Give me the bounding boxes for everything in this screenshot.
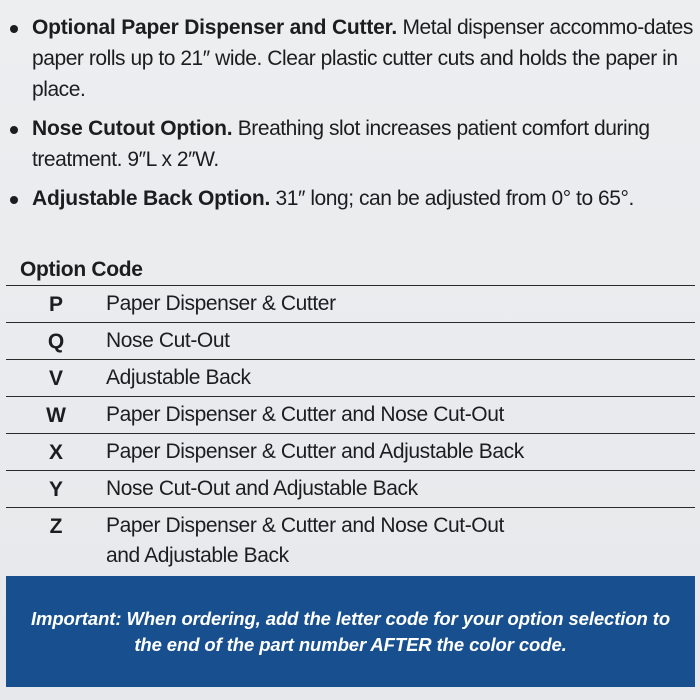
option-code: V [48,367,63,390]
important-note-text: Important: When ordering, add the letter code for your option selection to the end of the part number AFTER the color code. [30,608,671,655]
feature-item-adjustable-back [0,183,700,214]
feature-item-paper-dispenser [0,12,700,105]
table-row [6,507,695,573]
option-code: Y [48,478,63,501]
option-description: Paper Dispenser & Cutter and Nose Cut-Out and Adjustable Back [106,514,504,567]
option-code-table [6,252,695,573]
option-code: Q [47,330,65,353]
option-code: P [48,293,63,316]
table-row [6,285,695,322]
table-row [6,470,695,507]
feature-title: Adjustable Back Option. [32,187,271,210]
option-description: Adjustable Back [106,366,251,389]
bullet-icon [10,196,18,204]
table-row [6,433,695,470]
option-code: X [48,441,63,464]
option-description: Paper Dispenser & Cutter and Nose Cut-Out [106,403,504,426]
feature-text: 31″ long; can be adjusted from 0° to 65°. [275,187,634,210]
option-description: Paper Dispenser & Cutter [106,292,336,315]
option-code: Z [49,515,63,538]
feature-item-nose-cutout [0,113,700,175]
feature-list [0,12,700,222]
option-code: W [46,404,66,427]
table-row [6,322,695,359]
feature-text: Breathing slot increases patient comfort during treatment. 9″L x 2″W. [32,117,650,171]
feature-title: Nose Cutout Option. [32,117,233,140]
table-row [6,396,695,433]
option-description: Paper Dispenser & Cutter and Adjustable Back [106,440,524,463]
table-row [6,359,695,396]
option-description: Nose Cut-Out [106,329,230,352]
important-note-banner [6,576,695,687]
feature-text: Metal dispenser accommo-dates paper rolls up to 21″ wide. Clear plastic cutter cuts and holds the paper in place. [32,16,693,101]
feature-title: Optional Paper Dispenser and Cutter. [32,16,398,39]
table-header: Option Code [20,258,143,281]
option-description: Nose Cut-Out and Adjustable Back [106,477,418,500]
bullet-icon [10,126,18,134]
bullet-icon [10,25,18,33]
